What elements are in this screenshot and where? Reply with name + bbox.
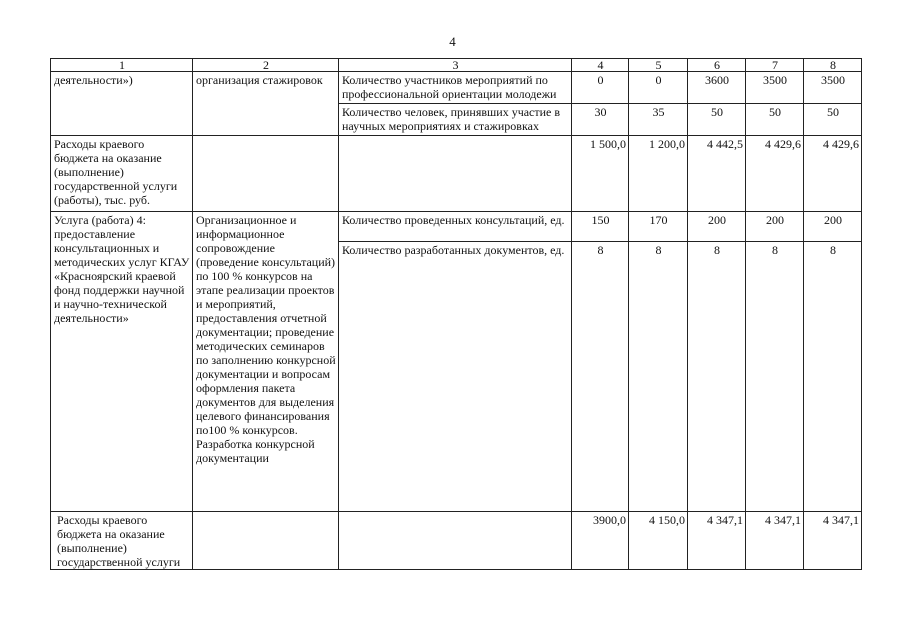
value-cell: 0 (572, 72, 629, 104)
value-cell: 4 150,0 (629, 512, 688, 570)
value-cell: 1 500,0 (572, 136, 629, 212)
value-cell: 4 347,1 (688, 512, 746, 570)
value-cell: 0 (629, 72, 688, 104)
table-header-row (51, 59, 862, 72)
value-cell: 4 429,6 (804, 136, 862, 212)
value-cell: 150 (572, 212, 629, 242)
indicator-cell: Количество разработанных документов, ед. (339, 242, 572, 512)
indicator-cell: Количество человек, принявших участие в научных мероприятиях и стажировках (339, 104, 572, 136)
column-number: 5 (629, 59, 688, 72)
expenses-label-cell: Расходы краевого бюджета на оказание (выполнение) государственной услуги (51, 512, 193, 570)
empty-cell (339, 136, 572, 212)
value-cell: 3600 (688, 72, 746, 104)
value-cell: 8 (804, 242, 862, 512)
table-row (51, 136, 862, 212)
value-cell: 170 (629, 212, 688, 242)
service-content-cell: Организационное и информационное сопровождение (проведение консультаций) по 100 % конкурсов на этапе реализации проектов и мероприятий, предоставления отчетной документации; проведение методических семинаров по заполнению конкурсной документации и вопросам оформления пакета документов для выделения целевого финансирования по100 % конкурсов. Разработка конкурсной документации (193, 212, 339, 512)
service-content-cell: организация стажировок (193, 72, 339, 136)
page-number: 4 (449, 34, 456, 49)
table-row (51, 72, 862, 104)
value-cell: 200 (804, 212, 862, 242)
value-cell: 200 (688, 212, 746, 242)
services-table (50, 58, 862, 570)
value-cell: 4 442,5 (688, 136, 746, 212)
value-cell: 200 (746, 212, 804, 242)
value-cell: 8 (746, 242, 804, 512)
value-cell: 4 347,1 (746, 512, 804, 570)
column-number: 6 (688, 59, 746, 72)
value-cell: 8 (572, 242, 629, 512)
value-cell: 8 (688, 242, 746, 512)
value-cell: 1 200,0 (629, 136, 688, 212)
empty-cell (193, 512, 339, 570)
column-number: 1 (51, 59, 193, 72)
value-cell: 3500 (746, 72, 804, 104)
value-cell: 3500 (804, 72, 862, 104)
column-number: 4 (572, 59, 629, 72)
empty-cell (339, 512, 572, 570)
column-number: 2 (193, 59, 339, 72)
value-cell: 8 (629, 242, 688, 512)
empty-cell (193, 136, 339, 212)
indicator-cell: Количество проведенных консультаций, ед. (339, 212, 572, 242)
value-cell: 50 (688, 104, 746, 136)
value-cell: 4 429,6 (746, 136, 804, 212)
value-cell: 35 (629, 104, 688, 136)
indicator-cell: Количество участников мероприятий по профессиональной ориентации молодежи (339, 72, 572, 104)
table-row (51, 512, 862, 570)
column-number: 3 (339, 59, 572, 72)
value-cell: 50 (804, 104, 862, 136)
service-name-cell: Услуга (работа) 4: предоставление консультационных и методических услуг КГАУ «Красноярский краевой фонд поддержки научной и научно-технической деятельности» (51, 212, 193, 512)
expenses-label-cell: Расходы краевого бюджета на оказание (выполнение) государственной услуги (работы), тыс. руб. (51, 136, 193, 212)
value-cell: 3900,0 (572, 512, 629, 570)
column-number: 7 (746, 59, 804, 72)
column-number: 8 (804, 59, 862, 72)
value-cell: 30 (572, 104, 629, 136)
table-row (51, 212, 862, 242)
value-cell: 50 (746, 104, 804, 136)
value-cell: 4 347,1 (804, 512, 862, 570)
service-name-cell: деятельности») (51, 72, 193, 136)
